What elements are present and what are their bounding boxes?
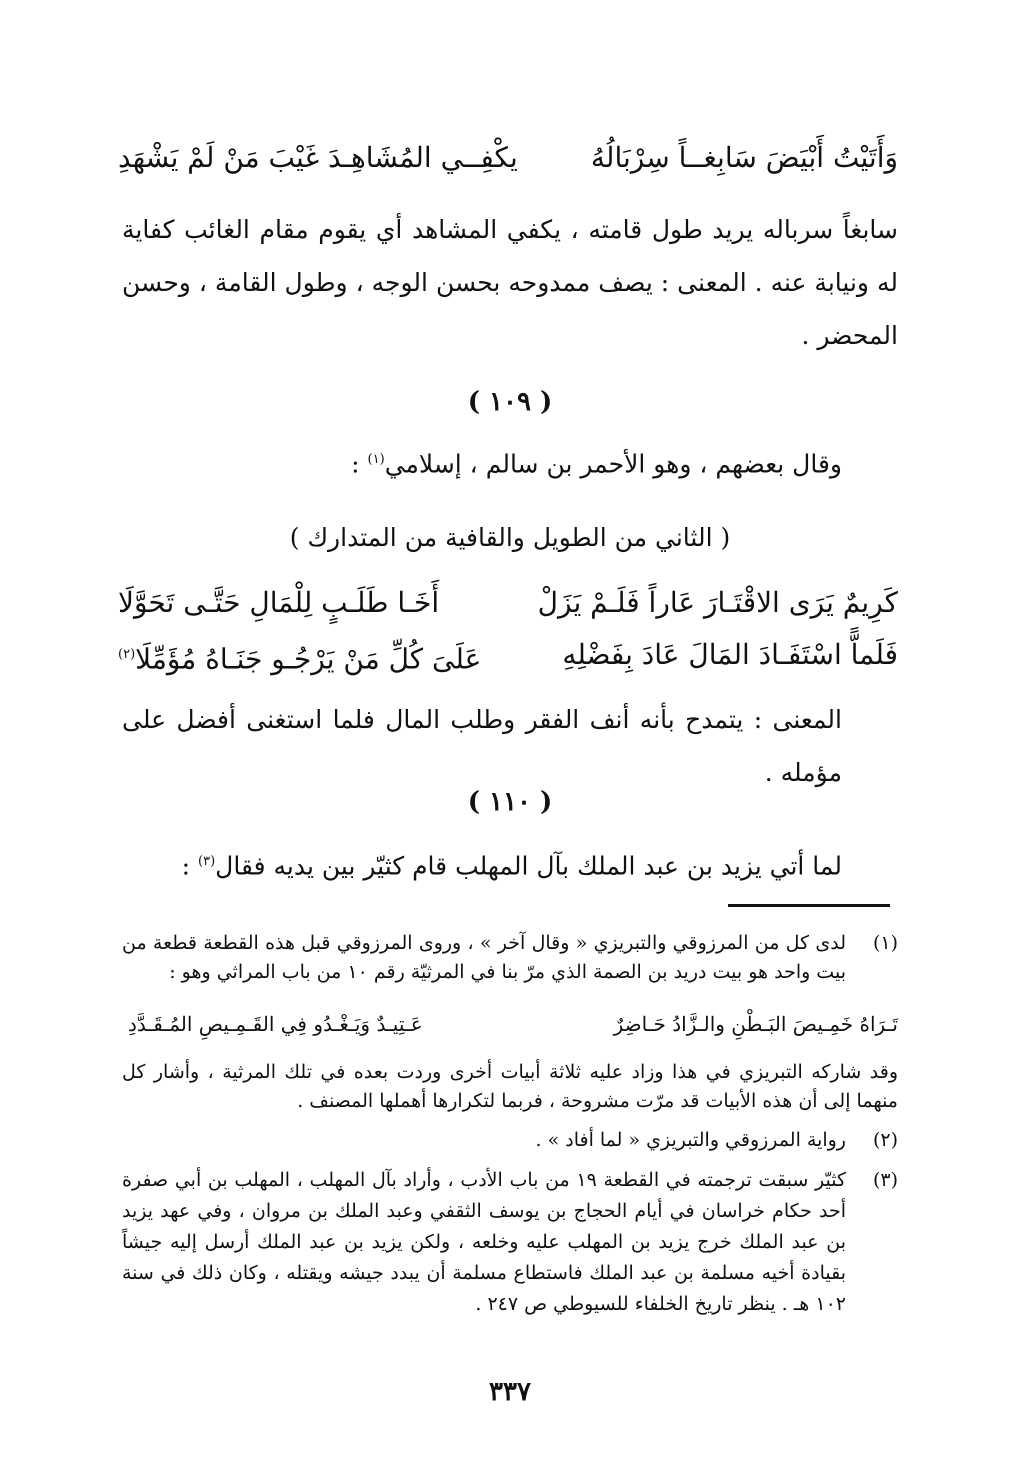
footnote-ref-2[interactable]: (٢) — [118, 647, 136, 662]
footnote-1-continuation: وقد شاركه التبريزي في هذا وزاد عليه ثلاثة أبيات أخرى وردت بعده في تلك المرثية ، وأشار كل منهما إلى أن هذه الأبيات قد مرّت مشروحة ، فربما لتكرارها أهملها المصنف . — [122, 1061, 898, 1112]
footnote-1-verse-first: تَـرَاهُ خَمِـيصَ البَـطْنِ والـزَّادُ حَـاضِرٌ — [613, 1012, 898, 1036]
footnote-3 — [122, 1165, 898, 1320]
section-109-meter: ( الثاني من الطويل والقافية من المتدارك ) — [289, 523, 731, 552]
footnote-1-verse-second: عَـتِيـدٌ وَيَـغْـدُو فِي القَـمِـيصِ المُـقَـدَّدِ — [128, 1012, 423, 1036]
section-110-heading: ( ١١٠ ) — [467, 787, 553, 817]
section-110-intro-colon: : — [181, 851, 199, 881]
section-109-verse-1 — [118, 578, 898, 628]
footnote-3-text: كثيّر سبقت ترجمته في القطعة ١٩ من باب الأدب ، وأراد بآل المهلب ، المهلب بن أبي صفرة أحد حكام خراسان في أيام الحجاج بن يوسف الثقفي وعبد الملك بن مروان ، وفي عهد يزيد بن عبد الملك خرج يزيد بن المهلب عليه وخلعه ، ولكن يزيد بن عبد الملك أرسل إليه جيشاً بقيادة أخيه مسلمة بن عبد الملك فاستطاع مسلمة أن يبدد جيشه ويقتله ، وكان ذلك في سنة ١٠٢ هـ . ينظر تاريخ الخلفاء للسيوطي ص ٢٤٧ . — [122, 1169, 846, 1315]
section-110-intro — [182, 840, 842, 888]
section-109-verse-2 — [118, 630, 898, 680]
section-109-intro-text: وقال بعضهم ، وهو الأحمر بن سالم ، إسلامي — [384, 449, 842, 479]
footnote-1 — [122, 929, 898, 991]
footnote-1-number: (١) — [872, 932, 898, 954]
section-109-heading: ( ١٠٩ ) — [467, 387, 553, 417]
footnote-2-number: (٢) — [872, 1129, 898, 1151]
section-109-intro-colon: : — [351, 449, 368, 479]
footnote-3-number: (٣) — [872, 1169, 898, 1191]
footnote-separator — [728, 904, 890, 907]
commentary-top: سابغاً سرباله يريد طول قامته ، يكفي المشاهد أي يقوم مقام الغائب كفاية له ونيابة عنه . المعنى : يصف ممدوحه بحسن الوجه ، وطول القامة ، وحسن المحضر . — [122, 215, 898, 350]
verse-2-second-text: عَلَىَ كُلِّ مَنْ يَرْجُـو جَنَـاهُ مُؤَمِّلَا — [135, 642, 482, 676]
footnote-2-text: رواية المرزوقي والتبريزي « لما أفاد » . — [535, 1129, 846, 1151]
verse-2-first-hemistich: فَلَماًّ اسْتَفَـادَ المَالَ عَادَ بِفَضْلِهِ — [562, 638, 898, 671]
footnote-ref-3[interactable]: (٣) — [198, 854, 216, 869]
verse-2-second-hemistich — [118, 630, 481, 684]
footnote-1-verse — [128, 1006, 898, 1042]
footnote-1-text: لدى كل من المرزوقي والتبريزي « وقال آخر » ، وروى المرزوقي قبل هذه القطعة قطعة من بيت واحد هو بيت دريد بن الصمة الذي مرّ بنا في المرثيّة رقم ١٠ من باب المراثي وهو : — [122, 932, 846, 983]
footnote-2 — [122, 1126, 898, 1155]
page-number: ٣٣٧ — [489, 1377, 531, 1407]
verse-1-second-hemistich: أَخَـا طَلَـبٍ لِلْمَالِ حَتَّـى تَحَوَّلَا — [118, 586, 440, 619]
verse-top-second-hemistich: يكْفِــي المُشَاهِـدَ غَيْبَ مَنْ لَمْ يَشْهَدِ — [118, 141, 518, 174]
section-110-intro-text: لما أتي يزيد بن عبد الملك بآل المهلب قام كثيّر بين يديه فقال — [215, 851, 842, 881]
verse-top — [118, 133, 898, 183]
footnote-ref-1[interactable]: (١) — [367, 452, 385, 467]
section-109-meaning: المعنى : يتمدح بأنه أنف الفقر وطلب المال فلما استغنى أفضل على مؤمله . — [122, 705, 842, 787]
verse-1-first-hemistich: كَرِيمٌ يَرَى الاقْتَـارَ عَاراً فَلَـمْ يَزَلْ — [537, 586, 898, 619]
verse-top-first-hemistich: وَأَتَيْتُ أَبْيَضَ سَابِغــاً سِرْبَالُهُ — [590, 141, 898, 174]
section-109-intro — [351, 438, 842, 486]
